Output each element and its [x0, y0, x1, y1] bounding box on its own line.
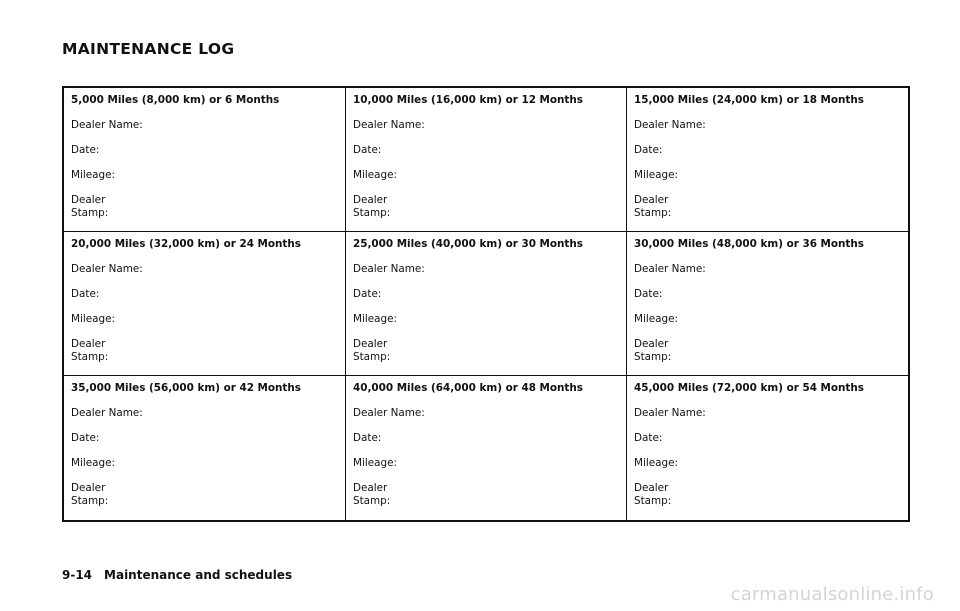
dealer-stamp-label: Dealer Stamp: — [353, 338, 391, 363]
interval-heading: 30,000 Miles (48,000 km) or 36 Months — [634, 238, 864, 250]
log-entry-cell — [64, 232, 346, 376]
dealer-stamp-label: Dealer Stamp: — [634, 482, 672, 507]
interval-heading: 20,000 Miles (32,000 km) or 24 Months — [71, 238, 301, 250]
log-entry-cell — [346, 232, 627, 376]
interval-heading: 15,000 Miles (24,000 km) or 18 Months — [634, 94, 864, 106]
dealer-name-label: Dealer Name: — [71, 263, 143, 275]
dealer-stamp-label: Dealer Stamp: — [353, 482, 391, 507]
interval-heading: 5,000 Miles (8,000 km) or 6 Months — [71, 94, 280, 106]
mileage-label: Mileage: — [353, 457, 397, 469]
dealer-stamp-label: Dealer Stamp: — [71, 338, 109, 363]
log-entry-cell — [346, 88, 627, 232]
mileage-label: Mileage: — [634, 457, 678, 469]
dealer-name-label: Dealer Name: — [353, 119, 425, 131]
date-label: Date: — [71, 432, 100, 444]
mileage-label: Mileage: — [353, 313, 397, 325]
page-title: MAINTENANCE LOG — [62, 40, 235, 58]
date-label: Date: — [71, 288, 100, 300]
date-label: Date: — [634, 144, 663, 156]
dealer-stamp-label: Dealer Stamp: — [71, 194, 109, 219]
date-label: Date: — [634, 288, 663, 300]
dealer-name-label: Dealer Name: — [634, 407, 706, 419]
date-label: Date: — [353, 144, 382, 156]
dealer-name-label: Dealer Name: — [634, 119, 706, 131]
mileage-label: Mileage: — [71, 313, 115, 325]
date-label: Date: — [634, 432, 663, 444]
dealer-name-label: Dealer Name: — [71, 119, 143, 131]
interval-heading: 45,000 Miles (72,000 km) or 54 Months — [634, 382, 864, 394]
log-entry-cell — [627, 88, 908, 232]
page-number: 9-14 — [62, 568, 93, 582]
dealer-name-label: Dealer Name: — [353, 263, 425, 275]
dealer-stamp-label: Dealer Stamp: — [634, 194, 672, 219]
dealer-stamp-label: Dealer Stamp: — [634, 338, 672, 363]
interval-heading: 25,000 Miles (40,000 km) or 30 Months — [353, 238, 583, 250]
interval-heading: 10,000 Miles (16,000 km) or 12 Months — [353, 94, 583, 106]
mileage-label: Mileage: — [634, 313, 678, 325]
mileage-label: Mileage: — [353, 169, 397, 181]
log-entry-cell — [64, 88, 346, 232]
interval-heading: 40,000 Miles (64,000 km) or 48 Months — [353, 382, 583, 394]
mileage-label: Mileage: — [71, 169, 115, 181]
date-label: Date: — [353, 432, 382, 444]
log-entry-cell — [64, 376, 346, 520]
section-title: Maintenance and schedules — [104, 568, 293, 582]
date-label: Date: — [71, 144, 100, 156]
dealer-name-label: Dealer Name: — [353, 407, 425, 419]
watermark: carmanualsonline.info — [730, 584, 934, 605]
mileage-label: Mileage: — [634, 169, 678, 181]
dealer-name-label: Dealer Name: — [634, 263, 706, 275]
dealer-stamp-label: Dealer Stamp: — [71, 482, 109, 507]
dealer-name-label: Dealer Name: — [71, 407, 143, 419]
dealer-stamp-label: Dealer Stamp: — [353, 194, 391, 219]
page-footer — [62, 568, 292, 582]
maintenance-log-table — [62, 86, 910, 522]
date-label: Date: — [353, 288, 382, 300]
log-entry-cell — [627, 376, 908, 520]
log-entry-cell — [627, 232, 908, 376]
log-entry-cell — [346, 376, 627, 520]
interval-heading: 35,000 Miles (56,000 km) or 42 Months — [71, 382, 301, 394]
mileage-label: Mileage: — [71, 457, 115, 469]
